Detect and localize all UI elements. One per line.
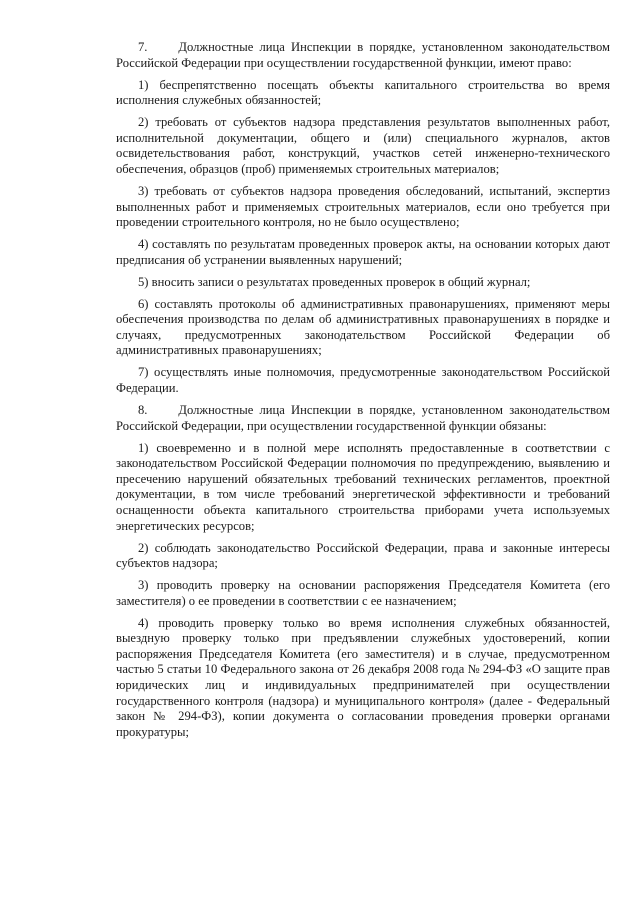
clause-8-item-4: 4) проводить проверку только во время исполнения служебных обязанностей, выездную проверку только при предъявлении служебных удостоверений, копии распоряжения Председателя Комитета (его заместителя) и в случае, предусмотренном частью 5 статьи 10 Федерального закона от 26 декабря 2008 года № 294-ФЗ «О защите прав юридических лиц и индивидуальных предпринимателей при осуществлении государственного контроля (надзора) и муниципального контроля» (далее - Федеральный закон № 294-ФЗ), копии документа о согласовании проведения проверки органами прокуратуры; [116,615,610,739]
clause-7-item-2: 2) требовать от субъектов надзора представления результатов выполненных работ, исполнительной документации, общего и (или) специального журналов, актов освидетельствования работ, конструкций, участков сетей инженерно-технического обеспечения, образцов (проб) применяемых строительных материалов; [116,115,610,176]
clause-7-item-7: 7) осуществлять иные полномочия, предусмотренные законодательством Российской Федерации. [116,365,610,396]
clause-8-item-3: 3) проводить проверку на основании распоряжения Председателя Комитета (его заместителя) о ее проведении в соответствии с ее назначением; [116,578,610,608]
clause-8-item-1: 1) своевременно и в полной мере исполнять предоставленные в соответствии с законодательством Российской Федерации полномочия по предупреждению, выявлению и пресечению нарушений обязательных требований технических регламентов, проектной документации, в том числе требований энергетической эффективности и требований оснащенности объекта капитального строительства приборами учета используемых энергетических ресурсов; [116,440,610,533]
clause-7-intro: 7. Должностные лица Инспекции в порядке, установленном законодательством Российской Федерации при осуществлении государственной функции, имеют право: [116,40,610,70]
clause-7-item-4: 4) составлять по результатам проведенных проверок акты, на основании которых дают предписания об устранении выявленных нарушений; [116,237,610,267]
clause-7-item-6: 6) составлять протоколы об административных правонарушениях, применяют меры обеспечения производства по делам об административных правонарушениях в порядке и случаях, предусмотренных законодательством Российской Федерации об административных правонарушениях; [116,296,610,358]
clause-8-intro: 8. Должностные лица Инспекции в порядке, установленном законодательством Российской Федерации, при осуществлении государственной функции обязаны: [116,403,610,433]
document-body [116,40,610,747]
clause-7-item-3: 3) требовать от субъектов надзора проведения обследований, испытаний, экспертиз выполненных работ и применяемых строительных материалов, если оно требуется при проведении строительного контроля, но не было осуществлено; [116,183,610,230]
clause-7-item-5: 5) вносить записи о результатах проведенных проверок в общий журнал; [138,274,531,289]
clause-8-item-2: 2) соблюдать законодательство Российской Федерации, права и законные интересы субъектов надзора; [116,540,610,571]
clause-7-item-1: 1) беспрепятственно посещать объекты капитального строительства во время исполнения служебных обязанностей; [116,77,610,108]
